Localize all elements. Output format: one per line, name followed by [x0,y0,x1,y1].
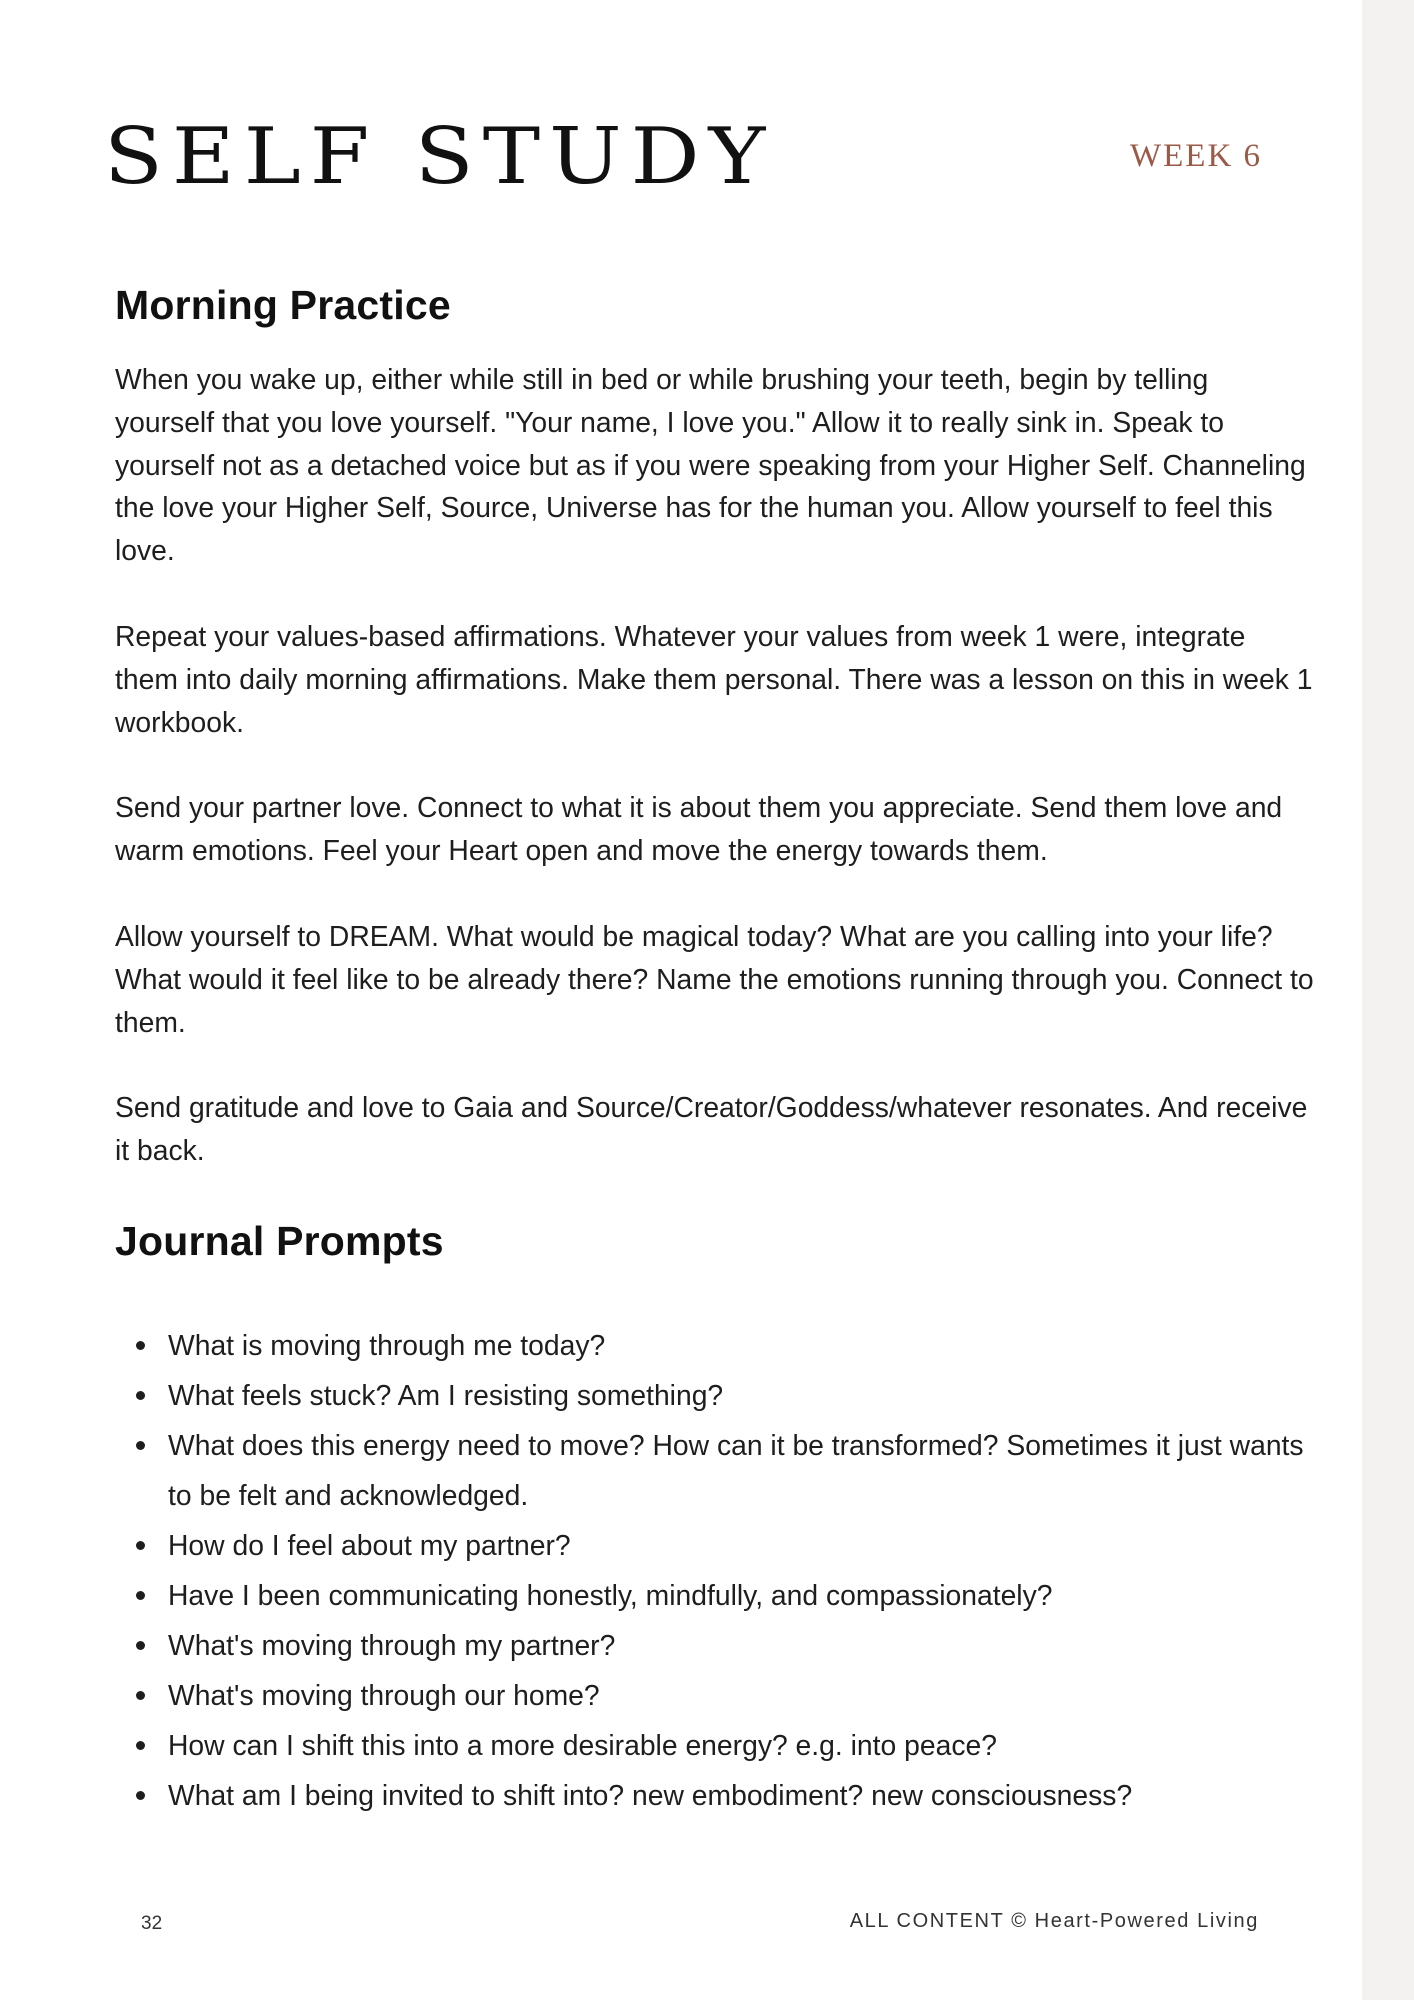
morning-practice-body [115,358,1315,1215]
journal-prompt-item [132,1420,1312,1520]
bullet-icon [136,1641,145,1650]
journal-prompt-text: What feels stuck? Am I resisting something? [168,1379,724,1411]
journal-prompt-text: What am I being invited to shift into? new embodiment? new consciousness? [168,1779,1133,1811]
journal-prompt-item [132,1770,1312,1820]
bullet-icon [136,1341,145,1350]
morning-paragraph-5: Send gratitude and love to Gaia and Source/Creator/Goddess/whatever resonates. And receive it back. [115,1091,1308,1167]
journal-prompt-text: What's moving through my partner? [168,1629,616,1661]
copyright-notice: ALL CONTENT © Heart-Powered Living [849,1910,1259,1932]
journal-prompt-item [132,1520,1312,1570]
page-number: 32 [141,1913,163,1934]
morning-paragraph-4: Allow yourself to DREAM. What would be magical today? What are you calling into your life? What would it feel like to be already there? Name the emotions running through you. Connect to them. [115,919,1314,1038]
bullet-icon [136,1541,145,1550]
bullet-icon [136,1691,145,1700]
morning-paragraph-1: When you wake up, either while still in bed or while brushing your teeth, begin by telling yourself that you love yourself. "Your name, I love you." Allow it to really sink in. Speak to yourself not as a detached voice but as if you were speaking from your Higher Self. Channeling the love your Higher Self, Source, Universe has for the human you. Allow yourself to feel this love. [115,363,1306,567]
journal-prompt-item [132,1570,1312,1620]
page-title: SELF STUDY [104,111,775,202]
journal-prompts-heading: Journal Prompts [115,1218,444,1264]
journal-prompt-item [132,1370,1312,1420]
week-label: WEEK 6 [1130,138,1263,174]
journal-prompt-text: What's moving through our home? [168,1679,600,1711]
journal-prompt-item [132,1620,1312,1670]
bullet-icon [136,1441,145,1450]
journal-prompt-text: Have I been communicating honestly, mindfully, and compassionately? [168,1579,1053,1611]
bullet-icon [136,1791,145,1800]
journal-prompt-text: How can I shift this into a more desirable energy? e.g. into peace? [168,1729,997,1761]
bullet-icon [136,1741,145,1750]
journal-prompt-text: What does this energy need to move? How can it be transformed? Sometimes it just wants to be felt and acknowledged. [168,1429,1304,1511]
page-edge-strip [1362,0,1414,2000]
journal-prompt-item [132,1320,1312,1370]
morning-paragraph-2: Repeat your values-based affirmations. Whatever your values from week 1 were, integrate them into daily morning affirmations. Make them personal. There was a lesson on this in week 1 workbook. [115,619,1313,738]
journal-prompt-item [132,1720,1312,1770]
journal-prompt-list [132,1320,1312,1820]
bullet-icon [136,1591,145,1600]
journal-prompt-text: What is moving through me today? [168,1329,606,1361]
journal-prompt-item [132,1670,1312,1720]
bullet-icon [136,1391,145,1400]
morning-paragraph-3: Send your partner love. Connect to what it is about them you appreciate. Send them love and warm emotions. Feel your Heart open and move the energy towards them. [115,791,1283,867]
morning-practice-heading: Morning Practice [115,282,451,328]
journal-prompt-text: How do I feel about my partner? [168,1529,571,1561]
